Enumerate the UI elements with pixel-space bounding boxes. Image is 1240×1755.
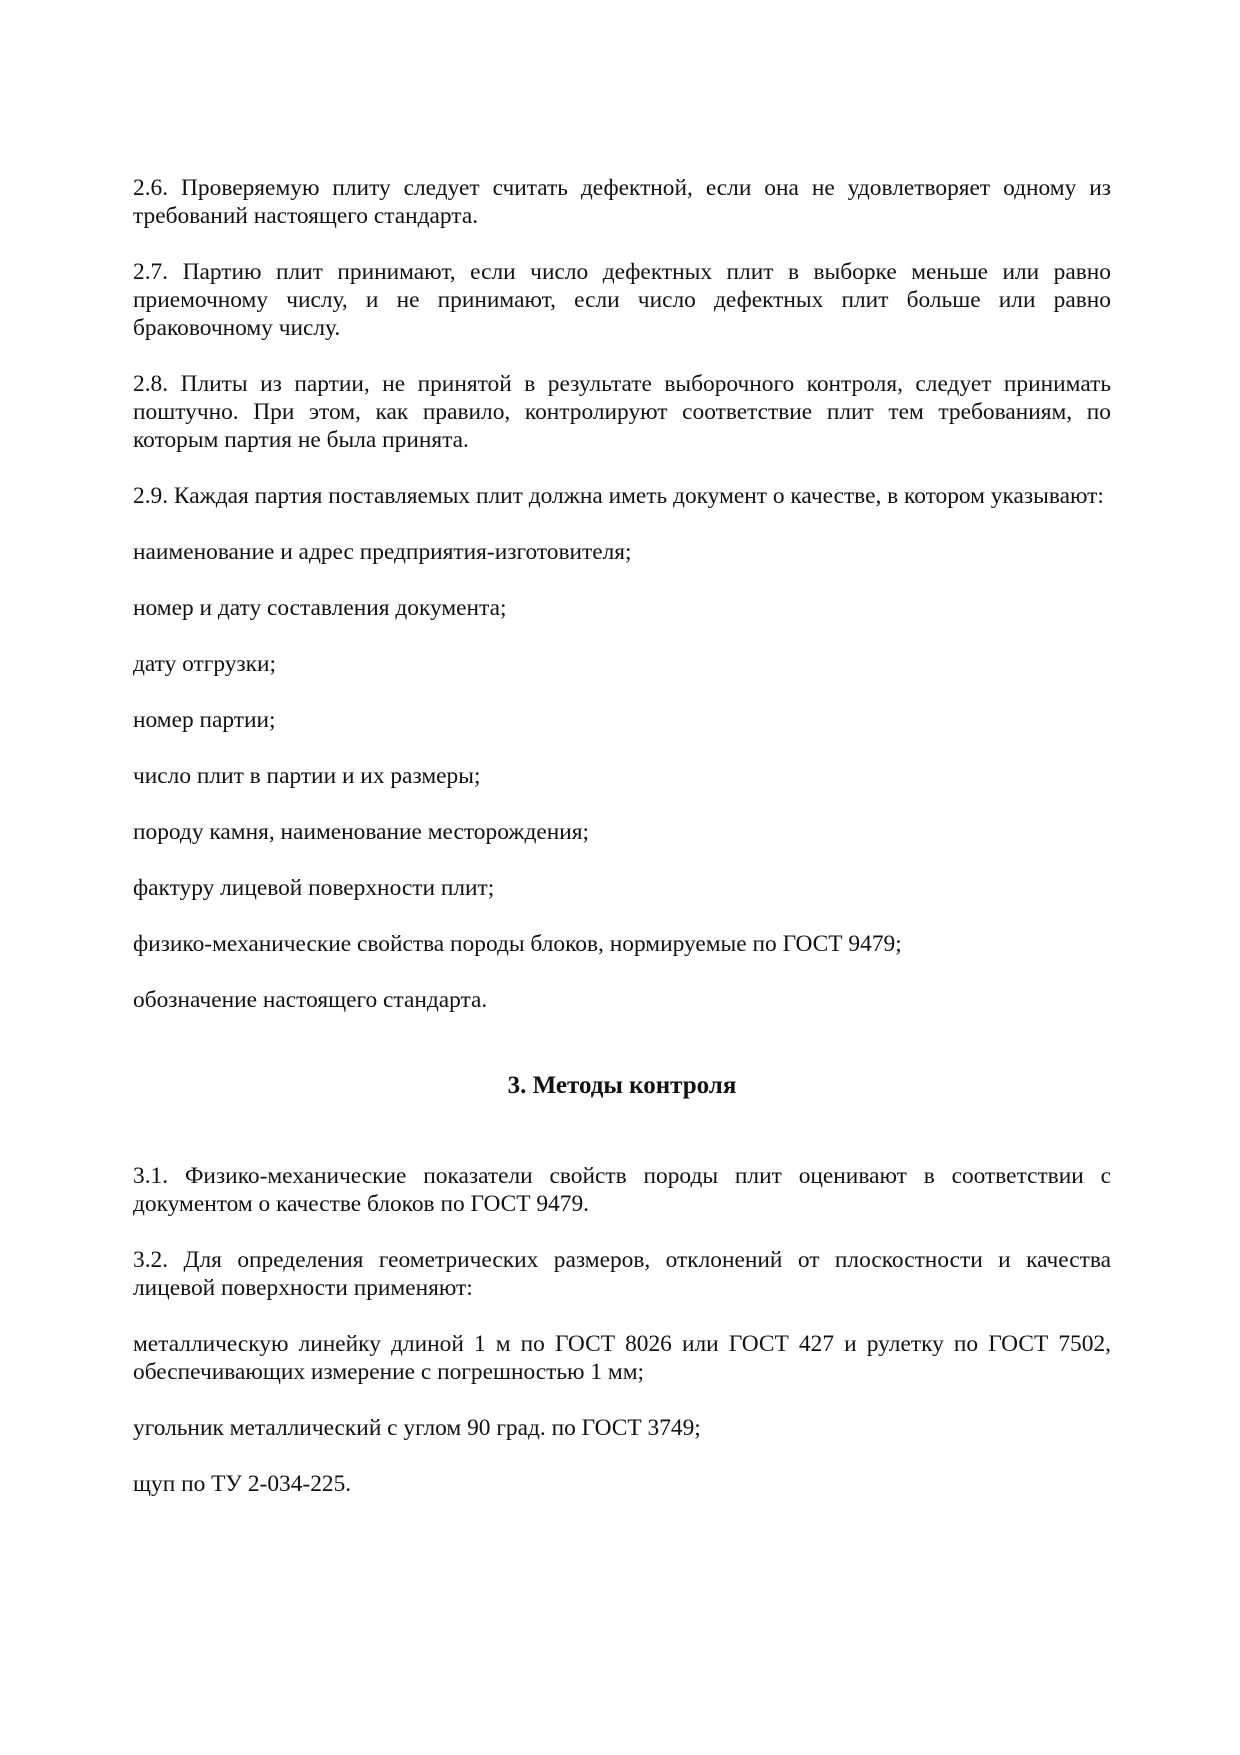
paragraph-3-1: 3.1. Физико-механические показатели свойств породы плит оценивают в соответствии с документом о качестве блоков по ГОСТ 9479. xyxy=(133,1163,1111,1217)
list-item: наименование и адрес предприятия-изготовителя; xyxy=(133,539,632,565)
list-item: дату отгрузки; xyxy=(133,651,277,677)
paragraph-ruler: металлическую линейку длиной 1 м по ГОСТ 8026 или ГОСТ 427 и рулетку по ГОСТ 7502, обеспечивающих измерение с погрешностью 1 мм; xyxy=(133,1331,1111,1385)
paragraph-2-7: 2.7. Партию плит принимают, если число дефектных плит в выборке меньше или равно приемочному числу, и не принимают, если число дефектных плит больше или равно браковочному числу. xyxy=(133,259,1111,341)
section-2 xyxy=(133,174,1111,1014)
paragraph-2-9: 2.9. Каждая партия поставляемых плит должна иметь документ о качестве, в котором указывают: xyxy=(133,483,1104,509)
list-item: номер и дату составления документа; xyxy=(133,595,507,621)
paragraph-2-6: 2.6. Проверяемую плиту следует считать дефектной, если она не удовлетворяет одному из требований настоящего стандарта. xyxy=(133,175,1111,229)
list-item: номер партии; xyxy=(133,707,276,733)
section-3 xyxy=(133,1162,1111,1498)
list-item: породу камня, наименование месторождения; xyxy=(133,819,590,845)
section-3-heading: 3. Методы контроля xyxy=(507,1072,737,1099)
instruments-list xyxy=(133,1414,1111,1498)
list-item: число плит в партии и их размеры; xyxy=(133,763,481,789)
paragraph-3-2: 3.2. Для определения геометрических размеров, отклонений от плоскостности и качества лицевой поверхности применяют: xyxy=(133,1247,1111,1301)
list-item: фактуру лицевой поверхности плит; xyxy=(133,875,495,901)
list-item: щуп по ТУ 2-034-225. xyxy=(133,1471,352,1497)
list-item: физико-механические свойства породы блоков, нормируемые по ГОСТ 9479; xyxy=(133,931,902,957)
document-page xyxy=(133,174,1111,1498)
list-item: обозначение настоящего стандарта. xyxy=(133,987,488,1013)
paragraph-2-8: 2.8. Плиты из партии, не принятой в результате выборочного контроля, следует принимать поштучно. При этом, как правило, контролируют соответствие плит тем требованиям, по которым партия не была принята. xyxy=(133,371,1111,453)
document-contents-list xyxy=(133,538,1111,1014)
list-item: угольник металлический с углом 90 град. по ГОСТ 3749; xyxy=(133,1415,701,1441)
